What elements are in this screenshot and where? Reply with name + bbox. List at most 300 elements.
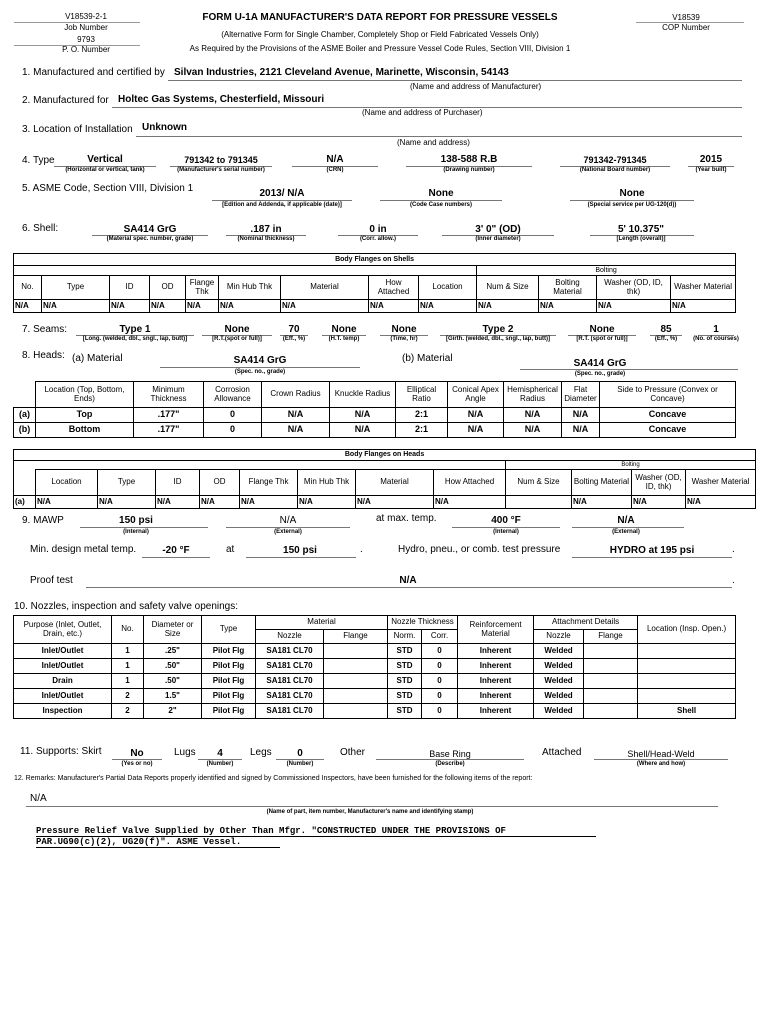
temp-external-value: N/A bbox=[617, 515, 635, 526]
attached-underline bbox=[594, 759, 728, 760]
hf-header-washer-material: Washer Material bbox=[686, 470, 756, 496]
sf-row-cell: N/A bbox=[597, 300, 671, 313]
shell-corrosion-value: 0 in bbox=[369, 224, 387, 235]
test-dot: . bbox=[732, 544, 735, 555]
hf-row-cell: N/A bbox=[36, 496, 98, 509]
nz-header-no: No. bbox=[112, 616, 144, 644]
nz-no: 1 bbox=[112, 644, 144, 659]
installation-value: Unknown bbox=[142, 122, 187, 133]
mawp-internal-caption: (Internal) bbox=[123, 529, 149, 535]
nz-att-nozzle: Welded bbox=[534, 689, 584, 704]
attached-caption: (Where and how) bbox=[636, 761, 686, 767]
shell-diameter-caption: (Inner diameter) bbox=[475, 236, 521, 242]
girth-seam-value: Type 2 bbox=[482, 324, 514, 335]
heads-header-knuckle-radius: Knuckle Radius bbox=[330, 382, 396, 408]
nz-corr: 0 bbox=[422, 689, 458, 704]
shell-corrosion-caption: (Corr. allow.) bbox=[359, 236, 397, 242]
head-flanges-spacer bbox=[14, 461, 506, 470]
cop-number-label: COP Number bbox=[662, 23, 710, 32]
shell-material-caption: (Material spec. number, grade) bbox=[106, 236, 194, 242]
line9-label: 9. MAWP bbox=[22, 515, 64, 526]
nz-att-nozzle: Welded bbox=[534, 704, 584, 719]
line4-label: 4. Type bbox=[22, 155, 55, 166]
nz-norm: STD bbox=[388, 644, 422, 659]
nz-location bbox=[638, 689, 736, 704]
nz-mat-nozzle: SA181 CL70 bbox=[256, 644, 324, 659]
nz-location bbox=[638, 674, 736, 689]
line2-caption: (Name and address of Purchaser) bbox=[362, 108, 483, 117]
hf-row-cell: N/A bbox=[632, 496, 686, 509]
year-built-value: 2015 bbox=[699, 154, 723, 165]
mawp-external-caption: (External) bbox=[274, 529, 302, 535]
nz-header-location: Location (Insp. Open.) bbox=[638, 616, 736, 644]
heads-cell: Concave bbox=[600, 423, 736, 438]
remarks-value: N/A bbox=[30, 793, 47, 804]
mawp-external-value: N/A bbox=[279, 515, 297, 526]
nz-corr: 0 bbox=[422, 704, 458, 719]
shell-flanges-spacer bbox=[14, 266, 477, 276]
girth-seam-caption: [Girth. (welded, dbl., sngl., lap, butt)] bbox=[446, 336, 550, 342]
nz-norm: STD bbox=[388, 704, 422, 719]
skirt-value: No bbox=[130, 748, 144, 759]
line7-label: 7. Seams: bbox=[22, 324, 68, 335]
drawing-number-value: 138-588 R.B bbox=[440, 154, 498, 165]
heads-cell: N/A bbox=[262, 408, 330, 423]
heads-cell: 0 bbox=[204, 423, 262, 438]
sf-row-cell: N/A bbox=[14, 300, 42, 313]
hf-header-blank bbox=[14, 470, 36, 496]
other-caption: (Describe) bbox=[435, 761, 465, 767]
nz-header-size: Diameter or Size bbox=[144, 616, 202, 644]
line3-label: 3. Location of Installation bbox=[22, 124, 133, 135]
heads-header-min-thickness: Minimum Thickness bbox=[134, 382, 204, 408]
hf-row-cell: N/A bbox=[240, 496, 298, 509]
mdmt-label: Min. design metal temp. bbox=[30, 544, 137, 555]
serial-number-value: 791342 to 791345 bbox=[184, 155, 258, 165]
line8-label: 8. Heads: bbox=[22, 350, 65, 361]
hf-row-id: (a) bbox=[14, 496, 36, 509]
sf-header-location: Location bbox=[419, 276, 477, 300]
sf-header-flange-thk: Flange Thk bbox=[186, 276, 219, 300]
sf-header-type: Type bbox=[42, 276, 110, 300]
nz-location bbox=[638, 659, 736, 674]
nz-reinforcement: Inherent bbox=[458, 659, 534, 674]
sf-row-cell: N/A bbox=[42, 300, 110, 313]
other-underline bbox=[376, 759, 524, 760]
line3-caption: (Name and address) bbox=[397, 138, 470, 147]
sf-header-how-attached: How Attached bbox=[369, 276, 419, 300]
hf-header-min-hub: Min Hub Thk bbox=[298, 470, 356, 496]
heads-cell: N/A bbox=[262, 423, 330, 438]
year-built-caption: (Year built) bbox=[695, 167, 727, 173]
lugs-underline bbox=[198, 759, 242, 760]
line5-label: 5. ASME Code, Section VIII, Division 1 bbox=[22, 183, 194, 194]
heads-header-corrosion: Corrosion Allowance bbox=[204, 382, 262, 408]
nz-norm: STD bbox=[388, 689, 422, 704]
girth-eff-caption: (Eff., %) bbox=[654, 336, 678, 342]
sf-header-washer: Washer (OD, ID, thk) bbox=[597, 276, 671, 300]
special-service-caption: (Special service per UG-120(d)) bbox=[587, 202, 677, 208]
line2-label: 2. Manufactured for bbox=[22, 95, 109, 106]
hf-row-cell: N/A bbox=[156, 496, 200, 509]
head-b-material-value: SA414 GrG bbox=[573, 358, 627, 369]
line12-label: 12. Remarks: Manufacturer's Partial Data Reports properly identified and signed by Commissioned Inspectors, have been furnished for the following items of the report: bbox=[14, 775, 533, 782]
po-number-value: 9793 bbox=[77, 35, 95, 44]
nz-mat-nozzle: SA181 CL70 bbox=[256, 659, 324, 674]
nz-corr: 0 bbox=[422, 644, 458, 659]
heads-cell: N/A bbox=[448, 408, 504, 423]
serial-number-caption: (Manufacturer's serial number) bbox=[177, 167, 265, 173]
nz-purpose: Inlet/Outlet bbox=[14, 644, 112, 659]
mawp-internal-value: 150 psi bbox=[119, 515, 153, 526]
heads-cell: N/A bbox=[504, 408, 562, 423]
table-row bbox=[14, 674, 736, 689]
mdmt-value: -20 °F bbox=[162, 545, 190, 556]
line5-underline-2 bbox=[380, 200, 502, 201]
other-label: Other bbox=[340, 747, 366, 758]
nz-size: .25" bbox=[144, 644, 202, 659]
long-seam-caption: [Long. (welded, dbl., sngl., lap, butt)] bbox=[82, 336, 188, 342]
nz-att-nozzle: Welded bbox=[534, 674, 584, 689]
nz-mat-nozzle: SA181 CL70 bbox=[256, 704, 324, 719]
courses-value: 1 bbox=[713, 324, 719, 335]
shell-diameter-value: 3' 0" (OD) bbox=[475, 224, 521, 235]
skirt-underline bbox=[112, 759, 162, 760]
long-seam-value: Type 1 bbox=[119, 324, 151, 335]
code-edition-value: 2013/ N/A bbox=[259, 188, 305, 199]
table-row bbox=[14, 689, 736, 704]
heads-cell: Concave bbox=[600, 408, 736, 423]
mdmt-dot: . bbox=[360, 544, 363, 555]
head-a-material-caption: (Spec. no., grade) bbox=[234, 369, 286, 375]
shell-flanges-title: Body Flanges on Shells bbox=[14, 254, 736, 266]
nz-att-nozzle: Welded bbox=[534, 659, 584, 674]
nz-corr: 0 bbox=[422, 659, 458, 674]
heads-header-crown-radius: Crown Radius bbox=[262, 382, 330, 408]
sf-row-cell: N/A bbox=[281, 300, 369, 313]
remark-line-2-rule bbox=[36, 847, 280, 848]
nz-att-nozzle: Welded bbox=[534, 644, 584, 659]
temp-internal-caption: (Internal) bbox=[493, 529, 519, 535]
girth-rt-caption: [R.T. (spot or full)] bbox=[576, 336, 628, 342]
heads-cell: .177" bbox=[134, 423, 204, 438]
sf-row-cell: N/A bbox=[671, 300, 736, 313]
ht-temp-caption: (H.T. temp) bbox=[328, 336, 360, 342]
heads-header-elliptical-ratio: Elliptical Ratio bbox=[396, 382, 448, 408]
sf-header-washer-material: Washer Material bbox=[671, 276, 736, 300]
nz-size: 2" bbox=[144, 704, 202, 719]
heads-cell: Top bbox=[36, 408, 134, 423]
nz-header-norm: Norm. bbox=[388, 630, 422, 644]
heads-cell: N/A bbox=[504, 423, 562, 438]
line9-underline-2 bbox=[226, 527, 350, 528]
head-a-label: (a) Material bbox=[72, 353, 123, 364]
head-b-label: (b) Material bbox=[402, 353, 453, 364]
girth-rt-value: None bbox=[589, 324, 615, 335]
lugs-value: 4 bbox=[217, 748, 223, 759]
line1-caption: (Name and address of Manufacturer) bbox=[410, 82, 542, 91]
purchaser-value: Holtec Gas Systems, Chesterfield, Missouri bbox=[118, 94, 325, 105]
sf-row-cell: N/A bbox=[219, 300, 281, 313]
sf-header-num-size: Num & Size bbox=[477, 276, 539, 300]
head-b-material-caption: (Spec. no., grade) bbox=[574, 371, 626, 377]
nz-reinforcement: Inherent bbox=[458, 704, 534, 719]
heads-cell: N/A bbox=[562, 408, 600, 423]
skirt-caption: (Yes or no) bbox=[121, 761, 153, 767]
head-flanges-table bbox=[13, 449, 756, 509]
hf-header-material: Material bbox=[356, 470, 434, 496]
hf-row-cell: N/A bbox=[686, 496, 756, 509]
hf-header-od: OD bbox=[200, 470, 240, 496]
nz-header-mat-nozzle: Nozzle bbox=[256, 630, 324, 644]
shell-thickness-caption: (Nominal thickness) bbox=[237, 236, 295, 242]
nz-mat-flange bbox=[324, 674, 388, 689]
nz-norm: STD bbox=[388, 674, 422, 689]
nz-type: Pilot Flg bbox=[202, 644, 256, 659]
heads-header-location: Location (Top, Bottom, Ends) bbox=[36, 382, 134, 408]
shell-length-value: 5' 10.375" bbox=[617, 224, 665, 235]
nz-mat-flange bbox=[324, 689, 388, 704]
nz-att-flange bbox=[584, 704, 638, 719]
crn-value: N/A bbox=[326, 154, 344, 165]
long-eff-value: 70 bbox=[288, 324, 300, 335]
nz-mat-flange bbox=[324, 704, 388, 719]
nz-size: .50" bbox=[144, 659, 202, 674]
long-eff-caption: (Eff., %) bbox=[282, 336, 306, 342]
head-a-material-value: SA414 GrG bbox=[233, 355, 287, 366]
hf-row-cell: N/A bbox=[200, 496, 240, 509]
hf-header-type: Type bbox=[98, 470, 156, 496]
hf-row-cell: N/A bbox=[98, 496, 156, 509]
heads-row-id: (b) bbox=[14, 423, 36, 438]
hf-header-num-size: Num & Size bbox=[506, 470, 572, 496]
nz-header-thickness: Nozzle Thickness bbox=[388, 616, 458, 630]
manufacturer-value: Silvan Industries, 2121 Cleveland Avenue, Marinette, Wisconsin, 54143 bbox=[174, 67, 509, 78]
national-board-caption: (National Board number) bbox=[579, 167, 651, 173]
sf-header-no: No. bbox=[14, 276, 42, 300]
sf-header-bolting-material: Bolting Material bbox=[539, 276, 597, 300]
hf-header-how-attached: How Attached bbox=[434, 470, 506, 496]
line1-label: 1. Manufactured and certified by bbox=[22, 67, 165, 78]
hf-row-cell: N/A bbox=[298, 496, 356, 509]
heads-cell: N/A bbox=[562, 423, 600, 438]
nz-header-type: Type bbox=[202, 616, 256, 644]
form-title: FORM U-1A MANUFACTURER'S DATA REPORT FOR PRESSURE VESSELS bbox=[202, 12, 558, 23]
nozzles-table bbox=[13, 615, 736, 719]
nz-size: 1.5" bbox=[144, 689, 202, 704]
line8-underline-a bbox=[160, 367, 360, 368]
line1-underline bbox=[168, 80, 742, 81]
sf-row-cell: N/A bbox=[186, 300, 219, 313]
hf-header-id: ID bbox=[156, 470, 200, 496]
nz-purpose: Drain bbox=[14, 674, 112, 689]
shell-material-value: SA414 GrG bbox=[123, 224, 177, 235]
nz-att-flange bbox=[584, 674, 638, 689]
line9-underline-3 bbox=[452, 527, 560, 528]
nz-header-reinforcement: Reinforcement Material bbox=[458, 616, 534, 644]
test-pressure-value: HYDRO at 195 psi bbox=[609, 545, 695, 556]
heads-cell: N/A bbox=[448, 423, 504, 438]
nz-no: 2 bbox=[112, 689, 144, 704]
legs-value: 0 bbox=[297, 748, 303, 759]
job-number-label: Job Number bbox=[64, 23, 108, 32]
nz-header-att-flange: Flange bbox=[584, 630, 638, 644]
remarks-underline bbox=[26, 806, 718, 807]
po-number-label: P. O. Number bbox=[62, 45, 110, 54]
nz-att-flange bbox=[584, 659, 638, 674]
sf-row-cell: N/A bbox=[369, 300, 419, 313]
heads-cell: N/A bbox=[330, 408, 396, 423]
nz-type: Pilot Flg bbox=[202, 689, 256, 704]
head-flanges-bolting-header: Bolting bbox=[506, 461, 756, 470]
nz-type: Pilot Flg bbox=[202, 704, 256, 719]
table-row bbox=[14, 644, 736, 659]
nz-header-mat-flange: Flange bbox=[324, 630, 388, 644]
sf-row-cell: N/A bbox=[477, 300, 539, 313]
hf-header-location: Location bbox=[36, 470, 98, 496]
vessel-type-value: Vertical bbox=[87, 154, 123, 165]
nz-header-attachment: Attachment Details bbox=[534, 616, 638, 630]
job-number-value: V18539-2-1 bbox=[65, 12, 107, 21]
nz-location: Shell bbox=[638, 704, 736, 719]
line6-label: 6. Shell: bbox=[22, 223, 59, 234]
temp-internal-value: 400 °F bbox=[491, 515, 521, 526]
nz-mat-flange bbox=[324, 659, 388, 674]
temp-external-caption: (External) bbox=[612, 529, 640, 535]
sf-row-cell: N/A bbox=[150, 300, 186, 313]
heads-header-conical-apex: Conical Apex Angle bbox=[448, 382, 504, 408]
form-subtitle-1: (Alternative Form for Single Chamber, Completely Shop or Field Fabricated Vessels Only) bbox=[221, 30, 539, 39]
sf-row-cell: N/A bbox=[539, 300, 597, 313]
ht-time-caption: (Time, hr) bbox=[390, 336, 418, 342]
proof-dot: . bbox=[732, 575, 735, 586]
nz-mat-nozzle: SA181 CL70 bbox=[256, 674, 324, 689]
special-service-value: None bbox=[619, 188, 645, 199]
nz-reinforcement: Inherent bbox=[458, 674, 534, 689]
nz-purpose: Inlet/Outlet bbox=[14, 659, 112, 674]
remark-text-line-1: Pressure Relief Valve Supplied by Other Than Mfgr. "CONSTRUCTED UNDER THE PROVISIONS OF bbox=[36, 826, 506, 836]
table-row bbox=[14, 659, 736, 674]
ht-time-value: None bbox=[391, 324, 417, 335]
nz-corr: 0 bbox=[422, 674, 458, 689]
heads-cell: 2:1 bbox=[396, 408, 448, 423]
table-row bbox=[14, 704, 736, 719]
shell-flanges-bolting-header: Bolting bbox=[477, 266, 736, 276]
line5-underline-1 bbox=[212, 200, 352, 201]
heads-cell: .177" bbox=[134, 408, 204, 423]
cop-number-value: V18539 bbox=[672, 13, 700, 22]
nz-type: Pilot Flg bbox=[202, 674, 256, 689]
sf-header-material: Material bbox=[281, 276, 369, 300]
line10-label: 10. Nozzles, inspection and safety valve openings: bbox=[14, 601, 239, 612]
hf-header-washer: Washer (OD, ID, thk) bbox=[632, 470, 686, 496]
heads-cell: N/A bbox=[330, 423, 396, 438]
shell-length-caption: [Length (overall)] bbox=[616, 236, 666, 242]
heads-header-flat-diameter: Flat Diameter bbox=[562, 382, 600, 408]
girth-eff-value: 85 bbox=[660, 324, 672, 335]
mdmt-at: at bbox=[226, 544, 235, 555]
sf-header-id: ID bbox=[110, 276, 150, 300]
nz-header-att-nozzle: Nozzle bbox=[534, 630, 584, 644]
heads-cell: Bottom bbox=[36, 423, 134, 438]
sf-header-min-hub: Min Hub Thk bbox=[219, 276, 281, 300]
nz-header-corr: Corr. bbox=[422, 630, 458, 644]
nz-location bbox=[638, 644, 736, 659]
nz-header-purpose: Purpose (Inlet, Outlet, Drain, etc.) bbox=[14, 616, 112, 644]
shell-flanges-table bbox=[13, 253, 736, 313]
proof-test-underline bbox=[86, 587, 732, 588]
mdmt-underline bbox=[142, 557, 210, 558]
mdmt-pressure-underline bbox=[246, 557, 356, 558]
line9-underline-1 bbox=[80, 527, 208, 528]
attached-value: Shell/Head-Weld bbox=[627, 749, 695, 759]
nz-reinforcement: Inherent bbox=[458, 644, 534, 659]
test-pressure-label: Hydro, pneu., or comb. test pressure bbox=[398, 544, 561, 555]
crn-caption: (CRN) bbox=[326, 167, 344, 173]
heads-row-id: (a) bbox=[14, 408, 36, 423]
heads-table-corner bbox=[14, 382, 36, 408]
ht-temp-value: None bbox=[331, 324, 357, 335]
legs-underline bbox=[276, 759, 324, 760]
remark-text-line-2: PAR.UG90(c)(2), UG20(f)". ASME Vessel. bbox=[36, 837, 242, 847]
lugs-label: Lugs bbox=[174, 747, 196, 758]
mdmt-pressure-value: 150 psi bbox=[283, 545, 317, 556]
nz-purpose: Inspection bbox=[14, 704, 112, 719]
nz-att-flange bbox=[584, 644, 638, 659]
hf-header-bolting-material: Bolting Material bbox=[572, 470, 632, 496]
head-flanges-title: Body Flanges on Heads bbox=[14, 450, 756, 461]
line11-label: 11. Supports: Skirt bbox=[20, 746, 102, 757]
nz-norm: STD bbox=[388, 659, 422, 674]
hf-header-flange-thk: Flange Thk bbox=[240, 470, 298, 496]
heads-header-hemispherical: Hemispherical Radius bbox=[504, 382, 562, 408]
heads-cell: 0 bbox=[204, 408, 262, 423]
hf-row-cell: N/A bbox=[356, 496, 434, 509]
at-max-temp-label: at max. temp. bbox=[376, 513, 437, 524]
nz-mat-flange bbox=[324, 644, 388, 659]
sf-header-od: OD bbox=[150, 276, 186, 300]
long-rt-value: None bbox=[224, 324, 250, 335]
code-edition-caption: [Edition and Addenda, if applicable (date)] bbox=[222, 202, 342, 208]
heads-table bbox=[13, 381, 736, 438]
nz-no: 1 bbox=[112, 674, 144, 689]
heads-cell: 2:1 bbox=[396, 423, 448, 438]
code-case-value: None bbox=[428, 188, 454, 199]
shell-thickness-value: .187 in bbox=[250, 224, 282, 235]
nz-header-material: Material bbox=[256, 616, 388, 630]
nz-reinforcement: Inherent bbox=[458, 689, 534, 704]
form-subtitle-2: As Required by the Provisions of the ASME Boiler and Pressure Vessel Code Rules, Section VIII, Division 1 bbox=[189, 44, 571, 53]
lugs-caption: (Number) bbox=[206, 761, 234, 767]
nz-att-flange bbox=[584, 689, 638, 704]
proof-test-label: Proof test bbox=[30, 575, 73, 586]
legs-caption: (Number) bbox=[286, 761, 314, 767]
other-value: Base Ring bbox=[429, 749, 471, 759]
nz-no: 1 bbox=[112, 659, 144, 674]
drawing-number-caption: (Drawing number) bbox=[443, 167, 495, 173]
vessel-type-caption: (Horizontal or vertical, tank) bbox=[65, 167, 145, 173]
nz-mat-nozzle: SA181 CL70 bbox=[256, 689, 324, 704]
line8-underline-b bbox=[520, 369, 738, 370]
sf-row-cell: N/A bbox=[419, 300, 477, 313]
remarks-caption: (Name of part, item number, Manufacturer's name and identifying stamp) bbox=[266, 809, 474, 815]
courses-caption: (No. of courses) bbox=[693, 336, 739, 342]
legs-label: Legs bbox=[250, 747, 272, 758]
long-rt-caption: [R.T.(spot or full)] bbox=[212, 336, 262, 342]
line5-underline-3 bbox=[570, 200, 694, 201]
nz-type: Pilot Flg bbox=[202, 659, 256, 674]
line3-underline bbox=[136, 136, 742, 137]
